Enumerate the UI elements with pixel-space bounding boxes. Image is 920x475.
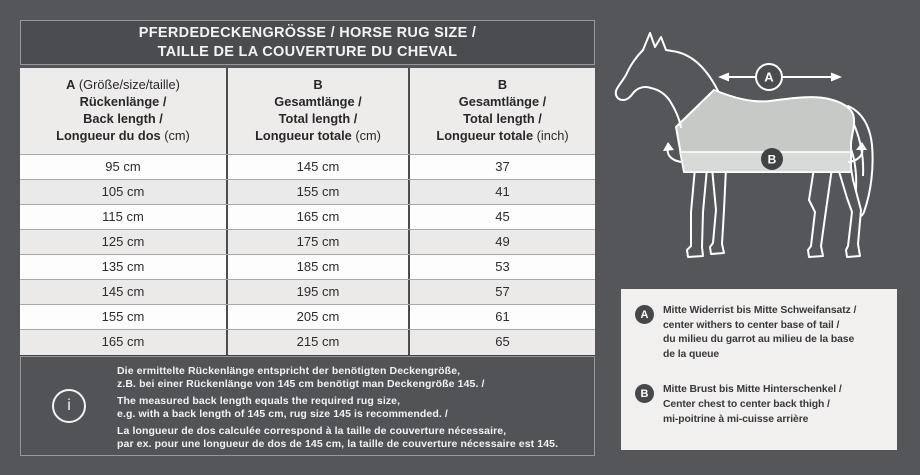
column-header-line bbox=[228, 110, 408, 127]
legend-item-a bbox=[635, 304, 887, 362]
column-header-line bbox=[410, 110, 595, 127]
table-cell: 53 bbox=[495, 259, 510, 274]
table-row bbox=[20, 255, 595, 280]
table-row bbox=[20, 330, 595, 355]
table-cell: 155 cm bbox=[20, 305, 228, 329]
table-column-headers bbox=[20, 68, 595, 155]
measure-a-arrowhead-left bbox=[718, 73, 729, 82]
horse-hind-leg-near bbox=[808, 168, 832, 257]
table-cell: 165 cm bbox=[20, 330, 228, 355]
horse-front-leg-far bbox=[710, 168, 726, 254]
legend-text-line: du milieu du garrot au milieu de la base bbox=[663, 334, 855, 346]
column-header-text: Longueur du dos bbox=[56, 128, 161, 143]
measurement-legend bbox=[621, 289, 897, 450]
column-header-text: Gesamtlänge / bbox=[274, 94, 362, 109]
horse-measurement-diagram bbox=[600, 0, 920, 290]
table-cell: 49 bbox=[495, 234, 510, 249]
table-cell: 185 cm bbox=[228, 255, 410, 279]
column-header-text: Rückenlänge / bbox=[79, 94, 167, 109]
table-cell: 37 bbox=[495, 159, 510, 174]
column-header-text: (cm) bbox=[351, 128, 381, 143]
column-header-text: Total length / bbox=[463, 111, 542, 126]
size-table-panel bbox=[20, 20, 595, 456]
column-header-line bbox=[20, 93, 226, 110]
table-cell: 115 cm bbox=[20, 205, 228, 229]
legend-marker-a-icon: A bbox=[635, 305, 654, 324]
table-cell: 95 cm bbox=[20, 155, 228, 179]
column-header-0 bbox=[20, 68, 228, 154]
table-row bbox=[20, 280, 595, 305]
marker-b-label: B bbox=[767, 152, 777, 167]
footnote-line: The measured back length equals the required rug size, bbox=[117, 395, 401, 407]
legend-marker-b-icon: B bbox=[635, 384, 654, 403]
column-header-text: Gesamtlänge / bbox=[458, 94, 547, 109]
legend-item-b bbox=[635, 383, 887, 427]
legend-text-line: mi-poitrine à mi-cuisse arrière bbox=[663, 413, 809, 425]
column-header-line bbox=[20, 127, 226, 144]
footnote-group-fr bbox=[117, 425, 588, 451]
table-cell: 175 cm bbox=[228, 230, 410, 254]
column-header-line bbox=[410, 127, 595, 144]
footnote-group-de bbox=[117, 365, 588, 391]
table-cell: 45 bbox=[495, 209, 510, 224]
column-header-text: B bbox=[313, 77, 323, 92]
column-header-text: (Größe/size/taille) bbox=[75, 77, 180, 92]
table-cell: 57 bbox=[495, 284, 510, 299]
column-header-text: A bbox=[66, 77, 76, 92]
table-row bbox=[20, 205, 595, 230]
legend-text-line: center withers to center base of tail / bbox=[663, 319, 840, 331]
table-cell: 61 bbox=[495, 309, 510, 324]
column-header-text: (inch) bbox=[533, 128, 569, 143]
footnote-line: z.B. bei einer Rückenlänge von 145 cm benötigt man Deckengröße 145. / bbox=[117, 378, 485, 390]
column-header-1 bbox=[228, 68, 410, 154]
table-cell: 135 cm bbox=[20, 255, 228, 279]
column-header-line bbox=[410, 76, 595, 93]
footnote-group-en bbox=[117, 395, 588, 421]
table-title-line2: TAILLE DE LA COUVERTURE DU CHEVAL bbox=[157, 44, 458, 60]
footnote-line: e.g. with a back length of 145 cm, rug size 145 is recommended. / bbox=[117, 408, 448, 420]
table-cell: 145 cm bbox=[20, 280, 228, 304]
column-header-line bbox=[410, 93, 595, 110]
column-header-text: Longueur totale bbox=[436, 128, 534, 143]
measure-b-hook-left-arrowhead bbox=[663, 142, 674, 151]
table-cell: 205 cm bbox=[228, 305, 410, 329]
table-title bbox=[20, 20, 595, 65]
column-header-text: (cm) bbox=[160, 128, 190, 143]
column-header-line bbox=[228, 93, 408, 110]
legend-item-text bbox=[663, 304, 856, 362]
column-header-line bbox=[228, 76, 408, 93]
column-header-text: Total length / bbox=[278, 111, 358, 126]
footnote-text bbox=[117, 357, 594, 455]
footnote-box bbox=[20, 356, 595, 456]
legend-text-line: Center chest to center back thigh / bbox=[663, 398, 830, 410]
legend-text-line: Mitte Brust bis Mitte Hinterschenkel / bbox=[663, 384, 842, 396]
table-row bbox=[20, 230, 595, 255]
column-header-text: B bbox=[497, 77, 508, 92]
table-cell: 155 cm bbox=[228, 180, 410, 204]
table-row bbox=[20, 305, 595, 330]
table-cell: 145 cm bbox=[228, 155, 410, 179]
horse-front-leg-near bbox=[687, 168, 707, 257]
column-header-text: Longueur totale bbox=[255, 128, 352, 143]
table-row bbox=[20, 180, 595, 205]
table-row bbox=[20, 155, 595, 180]
info-icon: i bbox=[52, 389, 86, 423]
footnote-icon-area bbox=[21, 357, 117, 455]
measure-a-arrowhead-right bbox=[831, 73, 842, 82]
table-cell: 125 cm bbox=[20, 230, 228, 254]
table-cell: 195 cm bbox=[228, 280, 410, 304]
legend-text-line: de la queue bbox=[663, 348, 720, 360]
column-header-line bbox=[20, 76, 226, 93]
footnote-line: Die ermittelte Rückenlänge entspricht der benötigten Deckengröße, bbox=[117, 365, 461, 377]
table-cell: 215 cm bbox=[228, 330, 410, 355]
column-header-line bbox=[228, 127, 408, 144]
column-header-text: Back length / bbox=[83, 111, 163, 126]
table-cell: 65 bbox=[495, 334, 510, 349]
table-cell: 165 cm bbox=[228, 205, 410, 229]
table-cell: 105 cm bbox=[20, 180, 228, 204]
legend-text-line: Mitte Widerrist bis Mitte Schweifansatz / bbox=[663, 305, 857, 316]
footnote-line: La longueur de dos calculée correspond à la taille de couverture nécessaire, bbox=[117, 425, 507, 437]
table-title-line1: PFERDEDECKENGRÖSSE / HORSE RUG SIZE / bbox=[138, 25, 477, 41]
marker-a-label: A bbox=[764, 69, 774, 85]
table-body bbox=[20, 155, 595, 356]
column-header-line bbox=[20, 110, 226, 127]
footnote-line: par ex. pour une longueur de dos de 145 cm, la taille de couverture nécessaire est 145. bbox=[117, 438, 559, 450]
column-header-2 bbox=[410, 68, 595, 154]
table-cell: 41 bbox=[495, 184, 510, 199]
legend-item-text bbox=[663, 383, 842, 427]
